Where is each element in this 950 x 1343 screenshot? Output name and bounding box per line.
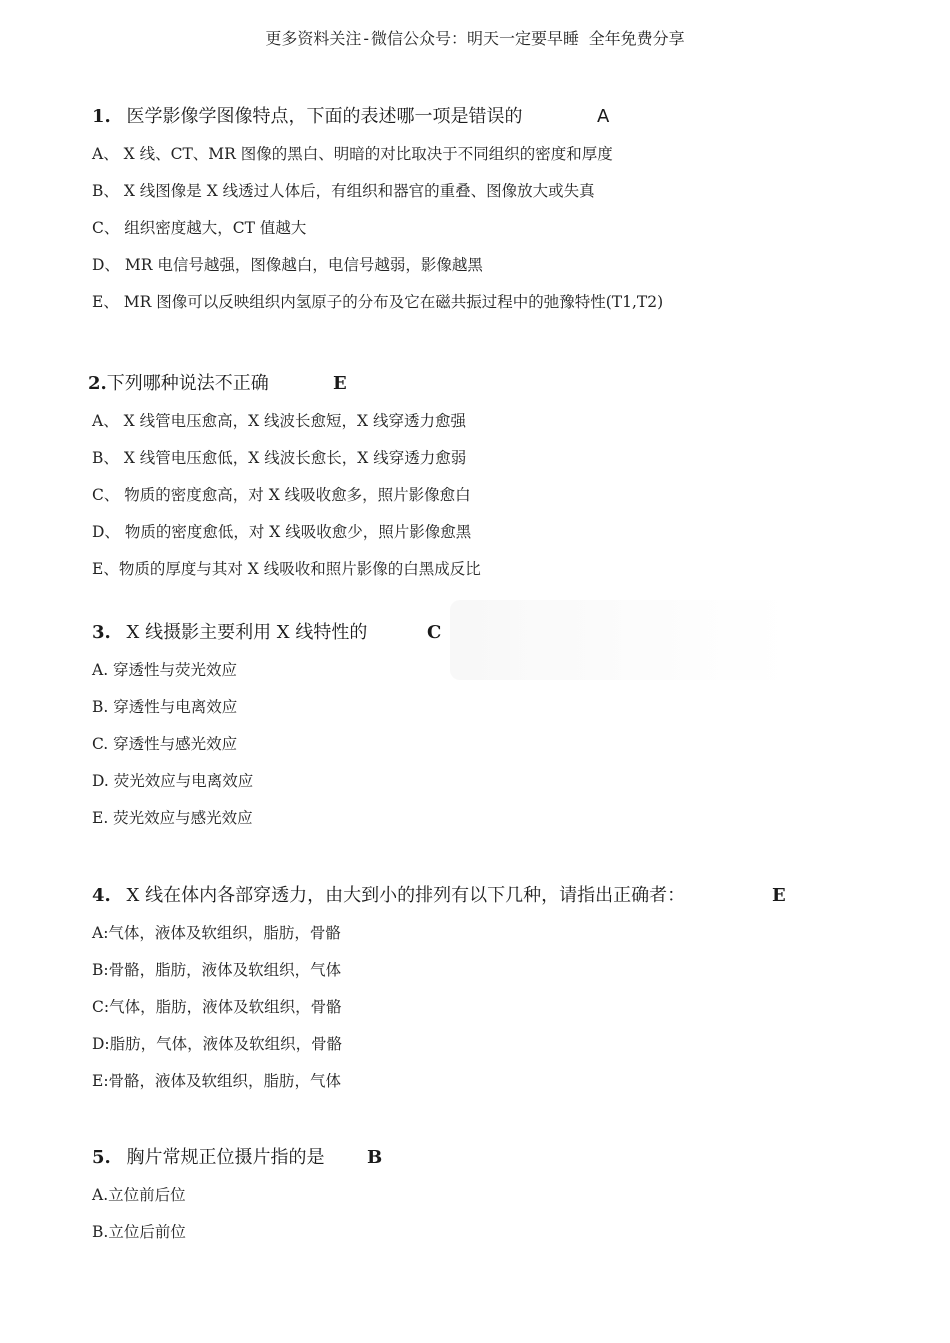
option-c: C:气体，脂肪，液体及软组织，骨骼 bbox=[92, 998, 342, 1016]
option-c: C. 穿透性与感光效应 bbox=[92, 735, 238, 753]
question-text: 医学影像学图像特点，下面的表述哪一项是错误的 bbox=[126, 106, 523, 127]
option-a: A. 穿透性与荧光效应 bbox=[92, 661, 238, 679]
question-text: X 线在体内各部穿透力，由大到小的排列有以下几种，请指出正确者： bbox=[126, 885, 686, 906]
question-number: 1. bbox=[92, 106, 111, 127]
option-d: D:脂肪，气体，液体及软组织，骨骼 bbox=[92, 1035, 343, 1053]
option-c: C、 物质的密度愈高，对 X 线吸收愈多，照片影像愈白 bbox=[92, 486, 471, 504]
option-e: E:骨骼，液体及软组织，脂肪，气体 bbox=[92, 1072, 342, 1090]
question-title bbox=[92, 104, 852, 130]
question-1 bbox=[92, 104, 852, 313]
option-c: C、 组织密度越大，CT 值越大 bbox=[92, 219, 307, 237]
question-title bbox=[92, 1145, 852, 1171]
question-text: X 线摄影主要利用 X 线特性的 bbox=[126, 622, 368, 643]
question-title bbox=[92, 883, 892, 909]
answer-label: B bbox=[367, 1147, 383, 1168]
question-title bbox=[92, 620, 852, 646]
answer-label: A bbox=[597, 106, 610, 127]
question-2 bbox=[88, 371, 848, 580]
option-d: D、 物质的密度愈低，对 X 线吸收愈少，照片影像愈黑 bbox=[92, 523, 472, 541]
option-a: A.立位前后位 bbox=[92, 1186, 186, 1204]
option-d: D. 荧光效应与电离效应 bbox=[92, 772, 254, 790]
question-4 bbox=[92, 883, 892, 1092]
option-e: E、物质的厚度与其对 X 线吸收和照片影像的白黑成反比 bbox=[92, 560, 481, 578]
option-b: B、 X 线管电压愈低，X 线波长愈长，X 线穿透力愈弱 bbox=[92, 449, 467, 467]
question-text: 下列哪种说法不正确 bbox=[106, 373, 269, 394]
question-3 bbox=[92, 620, 852, 829]
answer-label: C bbox=[427, 622, 442, 643]
option-a: A、 X 线、CT、MR 图像的黑白、明暗的对比取决于不同组织的密度和厚度 bbox=[92, 145, 613, 163]
option-a: A:气体，液体及软组织，脂肪，骨骼 bbox=[92, 924, 341, 942]
option-e: E、 MR 图像可以反映组织内氢原子的分布及它在磁共振过程中的弛豫特性(T1,T2) bbox=[92, 293, 664, 311]
question-number: 5. bbox=[92, 1147, 111, 1168]
option-b: B、 X 线图像是 X 线透过人体后，有组织和器官的重叠、图像放大或失真 bbox=[92, 182, 595, 200]
question-title bbox=[88, 371, 848, 397]
option-e: E. 荧光效应与感光效应 bbox=[92, 809, 253, 827]
question-text: 胸片常规正位摄片指的是 bbox=[126, 1147, 325, 1168]
option-b: B.立位后前位 bbox=[92, 1223, 186, 1241]
question-number: 3. bbox=[92, 622, 111, 643]
option-b: B. 穿透性与电离效应 bbox=[92, 698, 238, 716]
page-header: 更多资料关注-微信公众号：明天一定要早睡 全年免费分享 bbox=[265, 29, 685, 48]
answer-label: E bbox=[333, 373, 347, 394]
question-5 bbox=[92, 1145, 852, 1243]
answer-label: E bbox=[772, 885, 786, 906]
option-a: A、 X 线管电压愈高，X 线波长愈短，X 线穿透力愈强 bbox=[92, 412, 467, 430]
option-d: D、 MR 电信号越强，图像越白，电信号越弱，影像越黑 bbox=[92, 256, 483, 274]
option-b: B:骨骼，脂肪，液体及软组织，气体 bbox=[92, 961, 342, 979]
question-number: 2. bbox=[88, 373, 107, 394]
question-number: 4. bbox=[92, 885, 111, 906]
